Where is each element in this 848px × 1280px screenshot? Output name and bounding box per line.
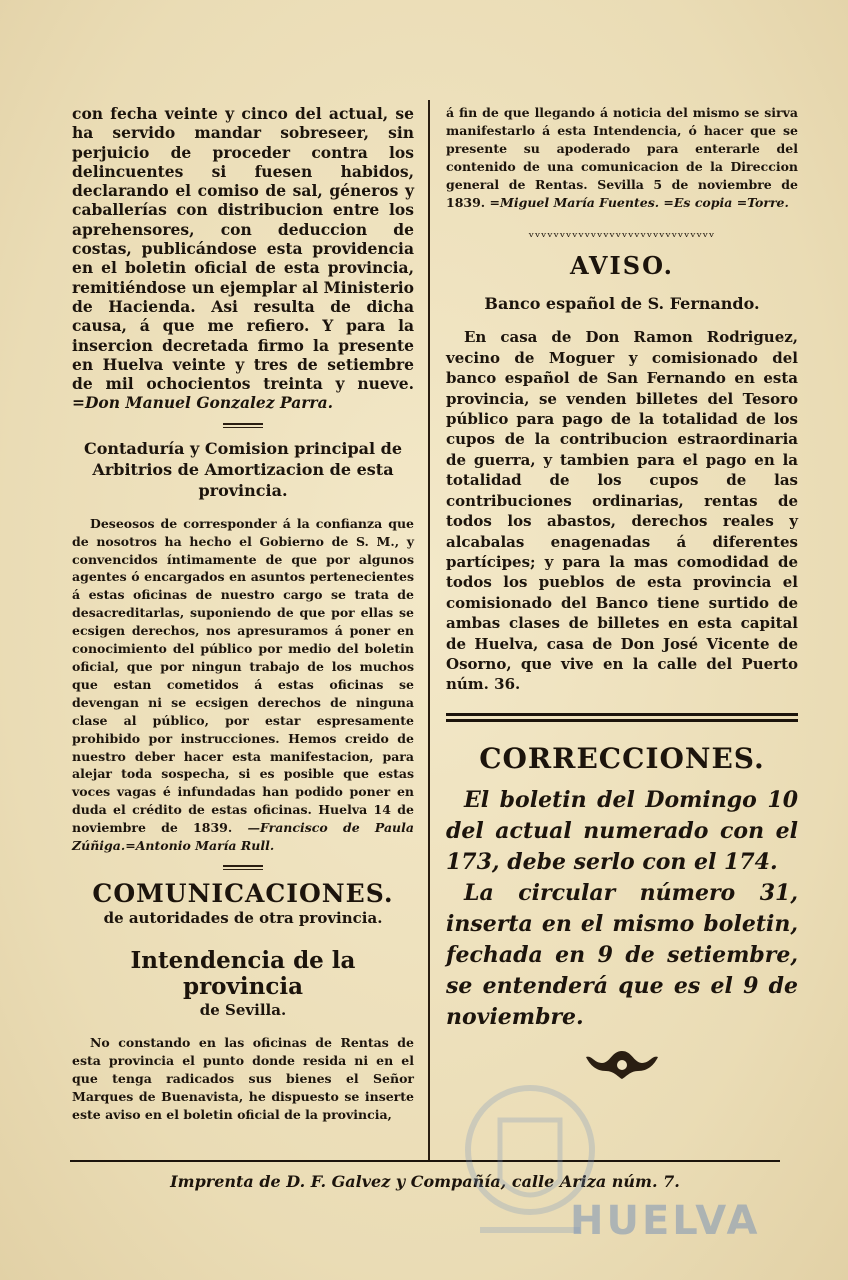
comunicaciones-subheading: de autoridades de otra provincia.	[103, 908, 383, 927]
contaduria-text: Deseosos de corresponder á la confianza que de nosotros ha hecho el Gobierno de S. M., y convencidos íntimamente de que por algunos agentes ó encargados en asuntos pertenecientes á estas oficinas de nuestro cargo se trata de desacreditarlas, suponiendo de que por ellas se ecsigen derechos, nos apresuramos á poner en conocimiento del público por medio del boletin oficial, que por ningun trabajo de los muchos que estan cometidos á estas oficinas se devengan ni se ecsigen derechos de ninguna clase al público, por estar espresamente prohibido por instrucciones. Hemos creido de nuestro deber hacer esta manifestacion, para alejar toda sospecha, si es posible que estas voces vagas é infundadas han podido poner en duda el crédito de estas oficinas. Huelva 14 de noviembre de 1839. —Francisco de Paula Zúñiga.=Antonio María Rull.	[72, 515, 414, 854]
intendencia-heading: Intendencia de la provincia	[130, 946, 356, 1000]
contaduria-signature: —Francisco de Paula Zúñiga.=Antonio María Rull.	[72, 820, 414, 854]
continuation-signature: =Miguel María Fuentes. =Es copia =Torre.	[489, 194, 789, 210]
comunicaciones-heading: COMUNICACIONES.	[92, 878, 394, 908]
column-divider	[428, 100, 430, 1160]
double-rule-divider	[446, 713, 798, 722]
intendencia-subheading: de Sevilla.	[199, 1000, 287, 1019]
continuation-text: á fin de que llegando á noticia del mismo se sirva manifestarlo á esta Intendencia, ó hacer que se presente su apoderado para enterarle del contenido de una comunicacion de la Direccion general de Rentas. Sevilla 5 de noviembre de 1839. =Miguel María Fuentes. =Es copia =Torre.	[446, 105, 798, 210]
left-column	[72, 104, 414, 1124]
correcciones-heading: CORRECCIONES.	[479, 741, 765, 775]
watermark-text: HUELVA	[570, 1198, 761, 1244]
ornamental-border: ᵥᵥᵥᵥᵥᵥᵥᵥᵥᵥᵥᵥᵥᵥᵥᵥᵥᵥᵥᵥᵥᵥᵥᵥᵥᵥᵥᵥᵥᵥ	[528, 225, 716, 242]
aviso-heading: AVISO.	[570, 251, 674, 281]
contaduria-heading: Contaduría y Comision principal de Arbitrios de Amortizacion de esta provincia.	[83, 438, 403, 500]
banco-heading: Banco español de S. Fernando.	[484, 294, 760, 314]
correcciones-item-2: La circular número 31, inserta en el mismo boletin, fechada en 9 de setiembre, se entenderá que es el 9 de noviembre.	[446, 879, 798, 1030]
section-divider	[223, 865, 263, 870]
intendencia-text: No constando en las oficinas de Rentas de esta provincia el punto donde resida ni en el que tenga radicados sus bienes el Señor Marques de Buenavista, he dispuesto se inserte este aviso en el boletin oficial de la provincia,	[72, 1034, 414, 1122]
intro-paragraph: con fecha veinte y cinco del actual, se ha servido mandar sobreseer, sin perjuicio de proceder contra los delincuentes si fuesen habidos, declarando el comiso de sal, géneros y caballerías con distribucion entre los aprehensores, con deduccion de costas, publicándose esta providencia en el boletin oficial de esta provincia, remitiéndose un ejemplar al Ministerio de Hacienda. Asi resulta de dicha causa, á que me refiero. Y para la insercion decretada firmo la presente en Huelva veinte y tres de setiembre de mil ochocientos treinta y nueve. =Don Manuel Gonzalez Parra.	[72, 104, 414, 413]
intro-signature: =Don Manuel Gonzalez Parra.	[72, 393, 334, 413]
aviso-text: En casa de Don Ramon Rodriguez, vecino de Moguer y comisionado del banco español de San Fernando en esta provincia, se venden billetes del Tesoro público para pago de la totalidad de los cupos de la contribucion estraordinaria de guerra, y tambien para el pago en la totalidad de los cupos de las contribuciones ordinarias, rentas de todos los abastos, derechos reales y alcabalas enagenadas á diferentes partícipes; y para la mas comodidad de todos los pueblos de esta provincia el comisionado del Banco tiene surtido de ambas clases de billetes en esta capital de Huelva, casa de Don José Vicente de Osorno, que vive en la calle del Puerto núm. 36.	[446, 328, 798, 694]
section-divider	[223, 423, 263, 428]
right-column	[446, 104, 798, 1091]
printer-imprint: Imprenta de D. F. Galvez y Compañía, calle Ariza núm. 7.	[170, 1172, 680, 1191]
correcciones-item-1: El boletin del Domingo 10 del actual numerado con el 173, debe serlo con el 174.	[446, 786, 798, 875]
